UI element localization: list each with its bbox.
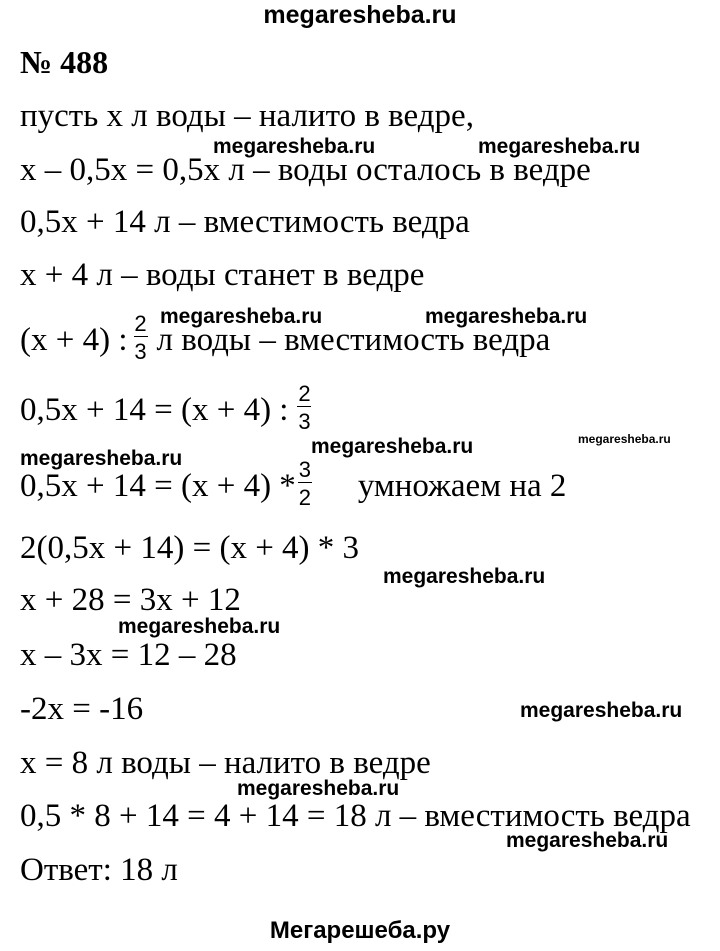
watermark-small: megaresheba.ru [578, 432, 671, 446]
line-7-note: умножаем на 2 [357, 468, 567, 504]
fraction-numerator: 2 [134, 311, 147, 336]
fraction-bar [297, 406, 311, 407]
fraction-denominator: 3 [134, 339, 147, 364]
fraction-bar [134, 336, 148, 337]
watermark: megaresheba.ru [311, 435, 474, 458]
watermark: megaresheba.ru [478, 135, 641, 158]
watermark: megaresheba.ru [425, 305, 588, 328]
fraction [298, 457, 312, 510]
watermark: megaresheba.ru [237, 777, 400, 800]
watermark: megaresheba.ru [20, 447, 183, 470]
solution-line-11: -2х = -16 [20, 691, 144, 727]
watermark: megaresheba.ru [520, 699, 683, 722]
solution-line-4: х + 4 л – воды станет в ведре [20, 257, 425, 293]
watermark: megaresheba.ru [506, 829, 669, 852]
solution-line-1: пусть х л воды – налито в ведре, [20, 98, 474, 134]
fraction [134, 311, 148, 364]
line-7-expression: 0,5х + 14 = (х + 4) * [20, 468, 296, 504]
task-number: № 488 [20, 44, 109, 80]
watermark: megaresheba.ru [213, 135, 376, 158]
watermark: megaresheba.ru [160, 305, 323, 328]
fraction-denominator: 2 [298, 485, 311, 510]
solution-line-9: х + 28 = 3х + 12 [20, 582, 241, 618]
solution-line-12: х = 8 л воды – налито в ведре [20, 745, 431, 781]
footer-brand: Мегарешеба.ру [269, 917, 451, 944]
fraction [297, 381, 311, 434]
solution-line-2: х – 0,5х = 0,5х л – воды осталось в ведре [20, 152, 591, 188]
fraction-numerator: 3 [298, 457, 311, 482]
line-6-expression: 0,5х + 14 = (х + 4) : [20, 392, 289, 428]
watermark: megaresheba.ru [383, 565, 546, 588]
line-5-text: л воды – вместимость ведра [156, 322, 551, 358]
fraction-body [134, 313, 148, 363]
solution-line-6 [20, 381, 311, 434]
solution-line-8: 2(0,5х + 14) = (х + 4) * 3 [20, 530, 360, 566]
fraction-body [298, 459, 312, 509]
fraction-body [297, 383, 311, 433]
solution-line-13: 0,5 * 8 + 14 = 4 + 14 = 18 л – вместимость ведра [20, 798, 691, 834]
solution-line-10: х – 3х = 12 – 28 [20, 637, 237, 673]
site-header-watermark: megaresheba.ru [263, 1, 457, 29]
fraction-denominator: 3 [298, 409, 311, 434]
watermark: megaresheba.ru [118, 615, 281, 638]
answer-line: Ответ: 18 л [20, 852, 178, 888]
line-5-expression: (х + 4) : [20, 322, 128, 358]
fraction-bar [298, 482, 312, 483]
fraction-numerator: 2 [298, 381, 311, 406]
solution-line-3: 0,5х + 14 л – вместимость ведра [20, 204, 470, 240]
